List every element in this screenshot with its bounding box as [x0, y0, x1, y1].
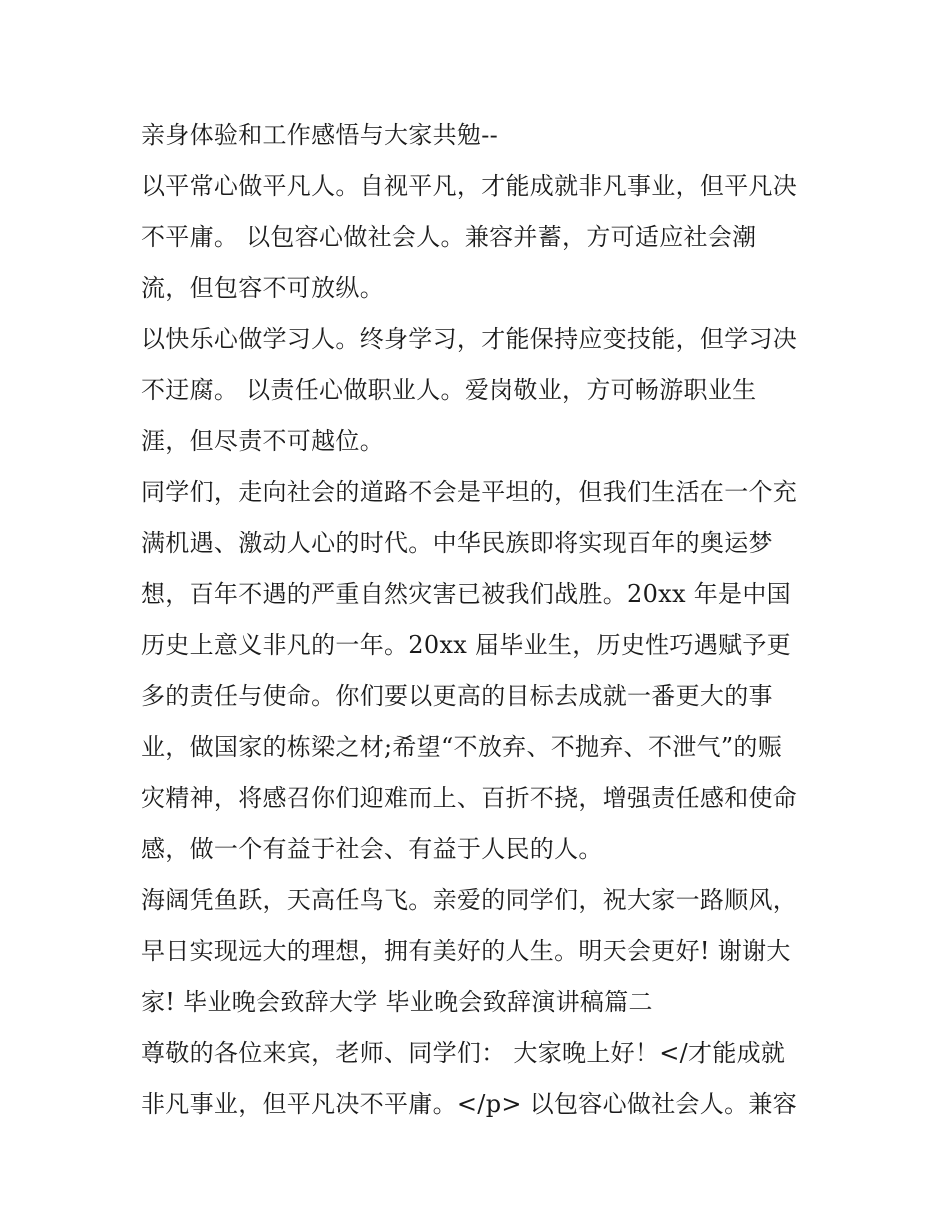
- text-line: 早日实现远大的理想，拥有美好的人生。明天会更好! 谢谢大: [141, 937, 791, 965]
- text-line: 海阔凭鱼跃，天高任鸟飞。亲爱的同学们，祝大家一路顺风，: [141, 886, 798, 914]
- text-line: 满机遇、激动人心的时代。中华民族即将实现百年的奥运梦: [141, 529, 773, 557]
- text-line: 涯，但尽责不可越位。: [141, 427, 384, 455]
- text-line: 以快乐心做学习人。终身学习，才能保持应变技能，但学习决: [141, 325, 798, 353]
- text-line: 流，但包容不可放纵。: [141, 274, 384, 302]
- text-line: 以平常心做平凡人。自视平凡，才能成就非凡事业，但平凡决: [141, 172, 798, 200]
- document-body: [141, 110, 831, 1130]
- text-line: 非凡事业，但平凡决不平庸。</p> 以包容心做社会人。兼容: [141, 1090, 797, 1118]
- text-line: 历史上意义非凡的一年。20xx 届毕业生，历史性巧遇赋予更: [141, 631, 791, 659]
- text-line: 不迂腐。 以责任心做职业人。爱岗敬业，方可畅游职业生: [141, 376, 757, 404]
- text-line: 尊敬的各位来宾，老师、同学们： 大家晚上好！</才能成就: [141, 1039, 786, 1067]
- text-line: 感，做一个有益于社会、有益于人民的人。: [141, 835, 603, 863]
- text-line: 业，做国家的栋梁之材;希望“不放弃、不抛弃、不泄气”的赈: [141, 733, 783, 761]
- text-line: 想，百年不遇的严重自然灾害已被我们战胜。20xx 年是中国: [141, 580, 791, 608]
- text-line: 亲身体验和工作感悟与大家共勉--: [141, 121, 499, 149]
- text-line: 不平庸。 以包容心做社会人。兼容并蓄，方可适应社会潮: [141, 223, 757, 251]
- text-line: 同学们，走向社会的道路不会是平坦的，但我们生活在一个充: [141, 478, 798, 506]
- text-line: 家! 毕业晚会致辞大学 毕业晚会致辞演讲稿篇二: [141, 988, 653, 1016]
- text-line: 灾精神，将感召你们迎难而上、百折不挠，增强责任感和使命: [141, 784, 798, 812]
- text-line: 多的责任与使命。你们要以更高的目标去成就一番更大的事: [141, 682, 773, 710]
